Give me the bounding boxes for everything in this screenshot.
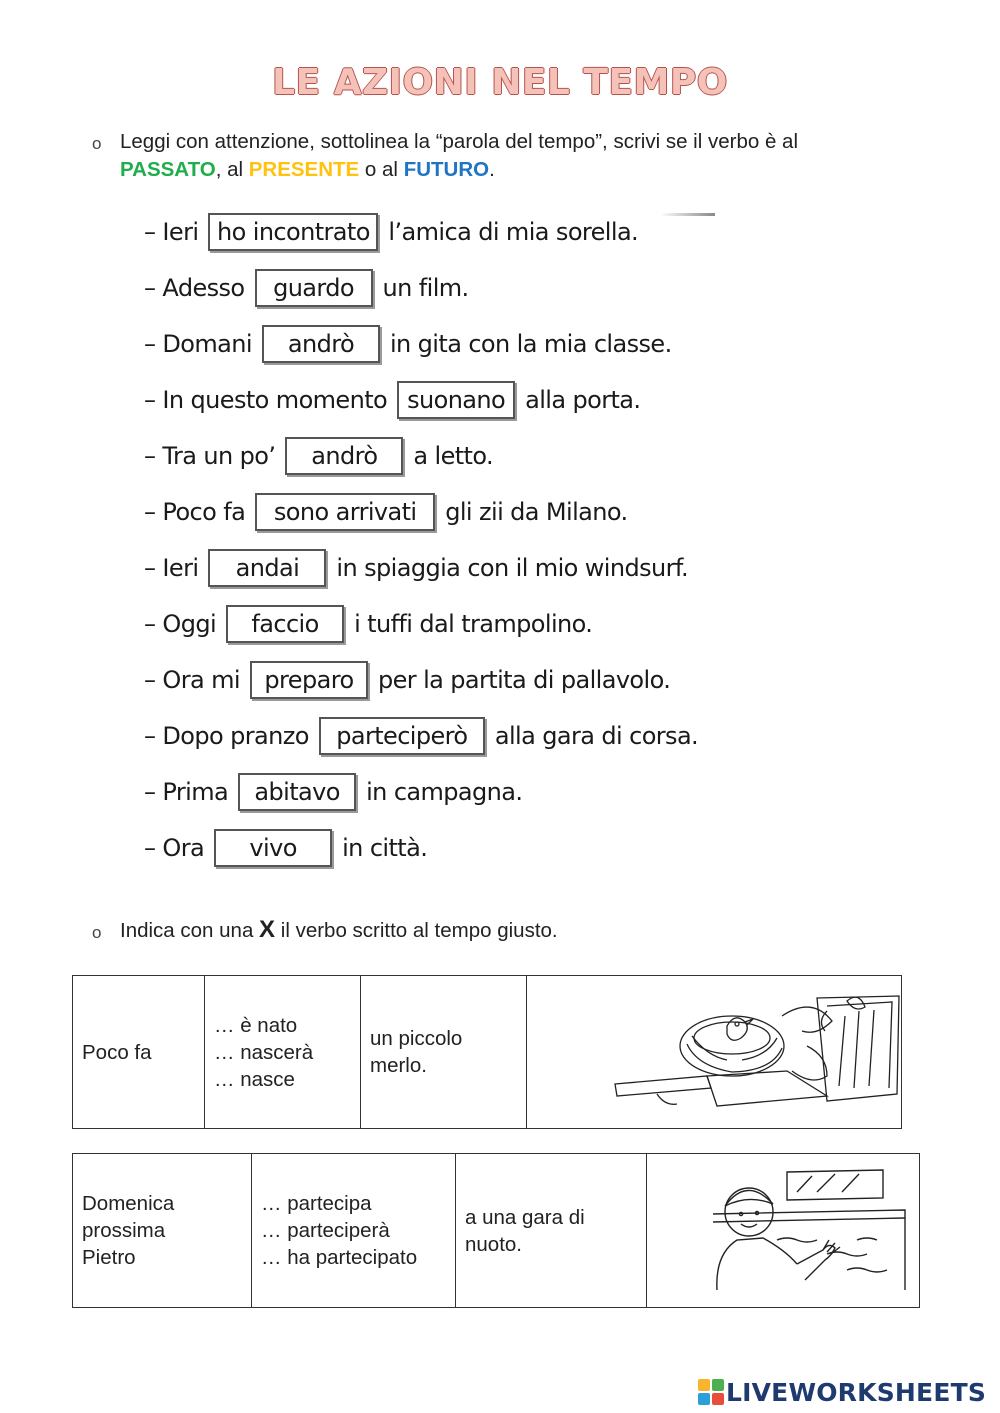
bird-nest-icon: [527, 976, 901, 1121]
sentence-prefix: – Adesso: [144, 274, 245, 302]
rest-cell: [361, 976, 527, 1129]
options-cell: [205, 976, 361, 1129]
sentence-suffix: in città.: [342, 834, 428, 862]
bullet-1: o: [92, 134, 102, 153]
sentence-suffix: a letto.: [413, 442, 494, 470]
sentence-prefix: – In questo momento: [144, 386, 388, 414]
exercise-table-2: [72, 1153, 920, 1308]
sentence-suffix: l’amica di mia sorella.: [388, 218, 639, 246]
sentence-prefix: – Ora mi: [144, 666, 240, 694]
instruction-1-text: Leggi con attenzione, sottolinea la “parola del tempo”, scrivi se il verbo è al: [120, 130, 799, 153]
option-3[interactable]: … nasce: [214, 1067, 295, 1091]
exercise-table-1: [72, 975, 902, 1129]
subject-line-2: prossima: [82, 1219, 166, 1242]
option-1[interactable]: … è nato: [214, 1013, 298, 1037]
subject-line-3: Pietro: [82, 1246, 136, 1269]
rest-line-1: un piccolo: [370, 1027, 463, 1050]
sentence-row: [144, 716, 698, 756]
bullet-2: o: [92, 923, 102, 942]
logo-text: LIVEWORKSHEETS: [726, 1377, 987, 1407]
x-mark: X: [259, 916, 276, 943]
sentence-suffix: alla gara di corsa.: [494, 722, 699, 750]
sentence-prefix: – Oggi: [144, 610, 217, 638]
sentence-prefix: – Prima: [144, 778, 229, 806]
liveworksheets-logo-icon: [698, 1379, 724, 1405]
page-title: LE AZIONI NEL TEMPO: [272, 62, 728, 103]
sentence-row: [144, 604, 592, 644]
rest-line-1: a una gara di: [465, 1205, 585, 1229]
instruction-2-after: il verbo scritto al tempo giusto.: [275, 919, 558, 942]
sentence-row: [144, 548, 688, 588]
sentence-prefix: – Domani: [144, 330, 252, 358]
instruction-1: [120, 128, 920, 184]
answer-box[interactable]: vivo: [214, 829, 332, 867]
answer-box[interactable]: andai: [208, 549, 326, 587]
sentence-suffix: in campagna.: [366, 778, 523, 806]
sentence-suffix: per la partita di pallavolo.: [377, 666, 671, 694]
sentence-row: [144, 380, 640, 420]
instruction-1-sep2: o al: [359, 158, 404, 181]
instruction-1-end: .: [489, 158, 495, 181]
sentence-suffix: alla porta.: [525, 386, 641, 414]
sentence-row: [144, 436, 493, 476]
answer-box[interactable]: ho incontrato: [208, 213, 378, 251]
option-2[interactable]: … nascerà: [214, 1040, 314, 1064]
decorative-line: [660, 213, 715, 216]
answer-box[interactable]: andrò: [262, 325, 380, 363]
answer-box[interactable]: andrò: [285, 437, 403, 475]
sentence-suffix: in gita con la mia classe.: [389, 330, 672, 358]
sentence-prefix: – Tra un po’: [144, 442, 276, 470]
sentence-suffix: in spiaggia con il mio windsurf.: [336, 554, 689, 582]
sentence-prefix: – Ieri: [144, 554, 199, 582]
option-3[interactable]: … ha partecipato: [261, 1246, 418, 1269]
sentence-prefix: – Ora: [144, 834, 205, 862]
rest-cell: [456, 1154, 647, 1308]
sentence-suffix: un film.: [382, 274, 469, 302]
sentence-row: [144, 212, 638, 252]
liveworksheets-logo: [698, 1375, 986, 1409]
options-cell: [252, 1154, 456, 1308]
answer-box[interactable]: parteciperò: [319, 717, 485, 755]
sentence-row: [144, 660, 670, 700]
answer-box[interactable]: faccio: [226, 605, 344, 643]
subject-cell: [73, 1154, 252, 1308]
subject-cell: [73, 976, 205, 1129]
passato-keyword: PASSATO: [120, 158, 216, 181]
sentence-row: [144, 324, 672, 364]
answer-box[interactable]: sono arrivati: [255, 493, 435, 531]
option-2[interactable]: … parteciperà: [261, 1219, 390, 1242]
sentence-prefix: – Poco fa: [144, 498, 246, 526]
subject-line-1: Domenica: [82, 1192, 175, 1215]
sentence-prefix: – Ieri: [144, 218, 199, 246]
subject-text: Poco fa: [82, 1040, 152, 1064]
instruction-1-sep1: , al: [215, 158, 249, 181]
answer-box[interactable]: abitavo: [238, 773, 356, 811]
sentence-row: [144, 772, 522, 812]
answer-box[interactable]: guardo: [255, 269, 373, 307]
rest-line-2: nuoto.: [465, 1232, 522, 1256]
sentence-row: [144, 268, 469, 308]
answer-box[interactable]: preparo: [250, 661, 368, 699]
option-1[interactable]: … partecipa: [261, 1192, 372, 1215]
sentence-row: [144, 492, 628, 532]
rest-line-2: merlo.: [370, 1054, 427, 1077]
image-cell: [647, 1154, 920, 1308]
sentence-suffix: gli zii da Milano.: [445, 498, 628, 526]
instruction-2-before: Indica con una: [120, 919, 260, 942]
boy-swimming-icon: [647, 1154, 919, 1300]
image-cell: [527, 976, 902, 1129]
sentence-suffix: i tuffi dal trampolino.: [354, 610, 593, 638]
futuro-keyword: FUTURO: [403, 158, 490, 181]
answer-box[interactable]: suonano: [397, 381, 515, 419]
instruction-2: [120, 916, 920, 945]
sentence-prefix: – Dopo pranzo: [144, 722, 309, 750]
sentence-row: [144, 828, 427, 868]
presente-keyword: PRESENTE: [248, 158, 360, 181]
